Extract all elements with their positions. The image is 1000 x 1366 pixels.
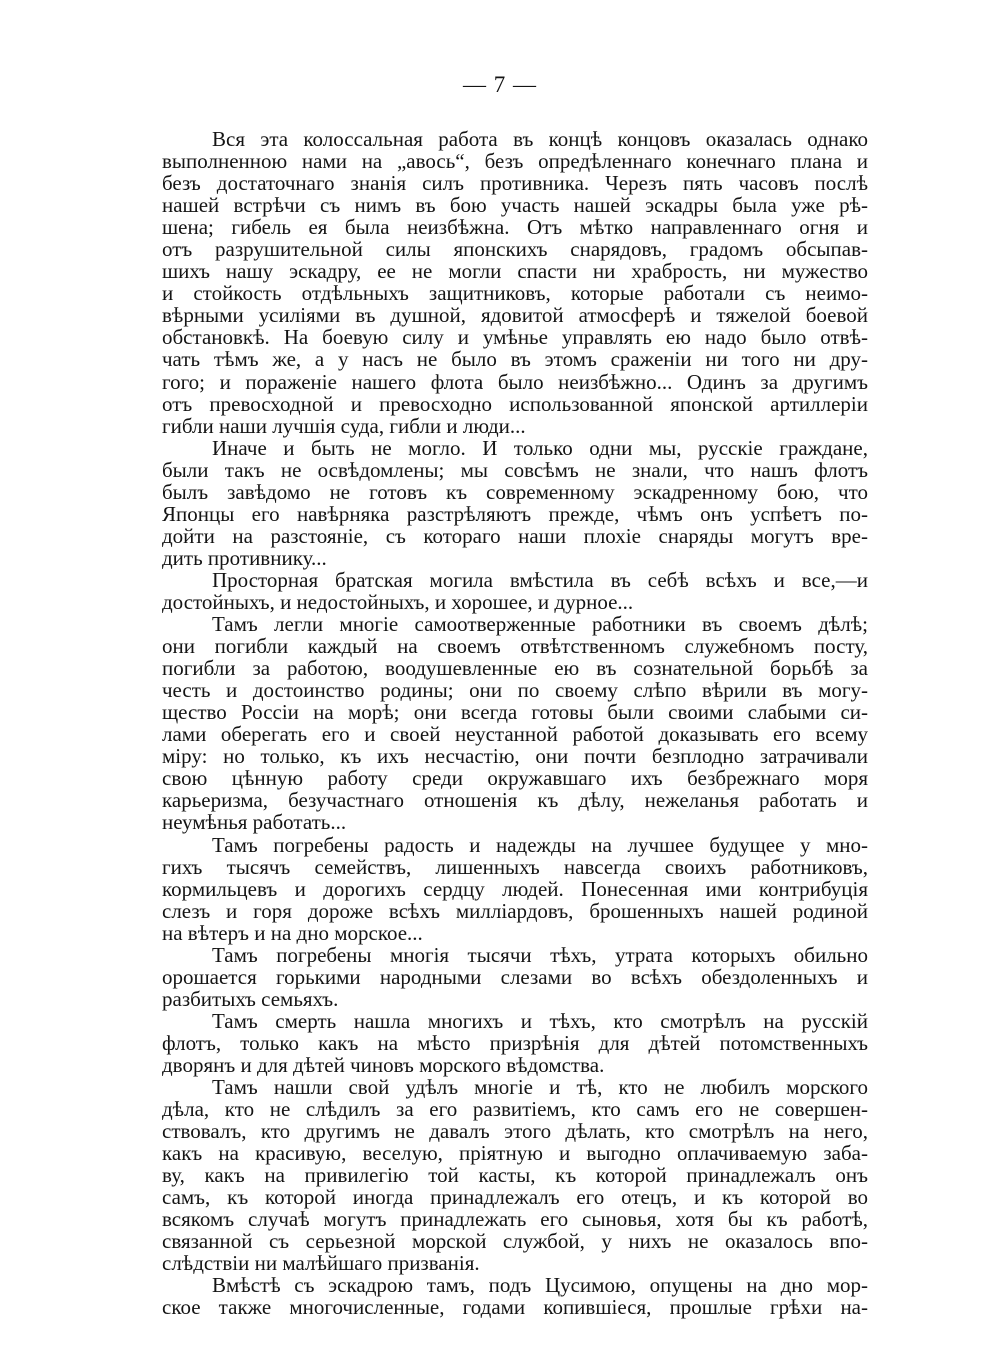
text-line: Вмѣстѣ съ эскадрою тамъ, подъ Цусимою, опущены на дно мор-: [212, 1273, 868, 1298]
text-line: ское также многочисленные, годами копившіеся, прошлые грѣхи на-: [162, 1295, 868, 1320]
text-line: гихъ тысячъ семействъ, лишенныхъ навсегда своихъ работниковъ,: [162, 854, 868, 879]
text-line: всякомъ случаѣ могутъ принадлежать его сыновья, хотя бы къ работѣ,: [162, 1207, 868, 1232]
text-line: Тамъ погребены радость и надежды на лучшее будущее у мно-: [212, 832, 868, 857]
text-line: карьеризма, безучастнаго отношенія къ дѣлу, нежеланья работать и: [162, 788, 868, 813]
text-line: дойти на разстояніе, съ котораго наши плохіе снаряды могутъ вре-: [162, 523, 868, 548]
text-line: свою цѣнную работу среди окружавшаго ихъ безбрежнаго моря: [162, 766, 868, 791]
text-line: выполненною нами на „авось“, безъ опредѣленнаго конечнаго плана и: [162, 149, 868, 174]
text-line: орошается горькими народными слезами во всѣхъ обездоленныхъ и: [162, 964, 868, 989]
text-line: Тамъ смерть нашла многихъ и тѣхъ, кто смотрѣлъ на русскій: [212, 1008, 868, 1033]
text-line: нашей встрѣчи съ нимъ въ бою участь нашей эскадры была уже рѣ-: [162, 193, 868, 218]
text-line: отъ разрушительной силы японскихъ снарядовъ, градомъ обсыпав-: [162, 237, 868, 262]
text-line: былъ завѣдомо не готовъ къ современному эскадренному бою, что: [162, 479, 868, 504]
text-line: они погибли каждый на своемъ отвѣтственномъ служебномъ посту,: [162, 634, 868, 659]
text-line: лами оберегать его и своей неустанной работой доказывать его всему: [162, 722, 868, 747]
text-line: шихъ нашу эскадру, ее не могли спасти ни храбрость, ни мужество: [162, 259, 868, 284]
text-line: чать тѣмъ же, а у насъ не было въ этомъ сраженіи ни того ни дру-: [162, 347, 868, 372]
text-line: слезъ и горя дороже всѣхъ милліардовъ, брошенныхъ нашей родиной: [162, 898, 868, 923]
text-line: шена; гибель ея была неизбѣжна. Отъ мѣтко направленнаго огня и: [162, 215, 868, 240]
text-line: обстановкѣ. На боевую силу и умѣнье управлять ею надо было отвѣ-: [162, 325, 868, 350]
text-line: щество Россіи на морѣ; они всегда готовы были своими слабыми си-: [162, 700, 868, 725]
text-line: гибли наши лучшія суда, гибли и люди...: [162, 413, 526, 438]
text-line: Тамъ нашли свой удѣлъ многіе и тѣ, кто не любилъ морского: [212, 1075, 868, 1100]
text-line: міру: но только, къ ихъ несчастію, они почти безплодно затрачивали: [162, 744, 868, 769]
text-line: дить противнику...: [162, 545, 327, 570]
body-text: [162, 128, 868, 1319]
text-line: Просторная братская могила вмѣстила въ себѣ всѣхъ и все,—и: [212, 567, 868, 592]
text-line: дѣла, кто не слѣдилъ за его развитіемъ, кто самъ его не совершен-: [162, 1097, 868, 1122]
text-line: погибли за работою, воодушевленные ею въ сознательной борьбѣ за: [162, 656, 868, 681]
text-line: на вѣтеръ и на дно морское...: [162, 920, 423, 945]
text-line: Японцы его навѣрняка разстрѣляютъ прежде, чѣмъ онъ успѣетъ по-: [162, 501, 868, 526]
text-line: достойныхъ, и недостойныхъ, и хорошее, и дурное...: [162, 589, 634, 614]
text-line: честь и достоинство родины; они по своему слѣпо вѣрили въ могу-: [162, 678, 868, 703]
text-line: ствовалъ, кто другимъ не давалъ этого дѣлать, кто смотрѣлъ на него,: [162, 1119, 868, 1144]
text-line: слѣдствіи ни малѣйшаго призванія.: [162, 1251, 480, 1276]
text-line: какъ на красивую, веселую, пріятную и выгодно оплачиваемую заба-: [162, 1141, 868, 1166]
text-line: и стойкость отдѣльныхъ защитниковъ, которые работали съ неимо-: [162, 281, 868, 306]
text-line: отъ превосходной и превосходно использованной японской артиллеріи: [162, 391, 868, 416]
text-line: были такъ не освѣдомлены; мы совсѣмъ не знали, что нашъ флотъ: [162, 457, 868, 482]
text-line: самъ, къ которой иногда принадлежалъ его отецъ, и къ которой во: [162, 1185, 868, 1210]
text-line: неумѣнья работать...: [162, 810, 347, 835]
text-line: ву, какъ на привилегію той касты, къ которой принадлежалъ онъ: [162, 1163, 868, 1188]
text-line: дворянъ и для дѣтей чиновъ морского вѣдомства.: [162, 1052, 605, 1077]
text-line: кормильцевъ и дорогихъ сердцу людей. Понесенная ими контрибуція: [162, 876, 868, 901]
text-line: Тамъ легли многіе самоотверженные работники въ своемъ дѣлѣ;: [212, 612, 868, 637]
page-number: — 7 —: [463, 72, 537, 97]
text-line: безъ достаточнаго знанія силъ противника. Черезъ пять часовъ послѣ: [162, 171, 868, 196]
text-line: Вся эта колоссальная работа въ концѣ концовъ оказалась однако: [212, 127, 868, 151]
text-line: разбитыхъ семьяхъ.: [162, 986, 339, 1011]
text-line: флотъ, только какъ на мѣсто призрѣнія для дѣтей потомственныхъ: [162, 1030, 868, 1055]
text-line: Тамъ погребены многія тысячи тѣхъ, утрата которыхъ обильно: [212, 942, 868, 967]
text-line: связанной съ серьезной морской службой, у нихъ не оказалось впо-: [162, 1229, 868, 1254]
text-line: вѣрными усиліями въ душной, ядовитой атмосферѣ и тяжелой боевой: [162, 303, 868, 328]
text-line: Иначе и быть не могло. И только одни мы, русскіе граждане,: [212, 435, 868, 460]
text-line: гого; и пораженіе нашего флота было неизбѣжно... Одинъ за другимъ: [162, 369, 868, 394]
